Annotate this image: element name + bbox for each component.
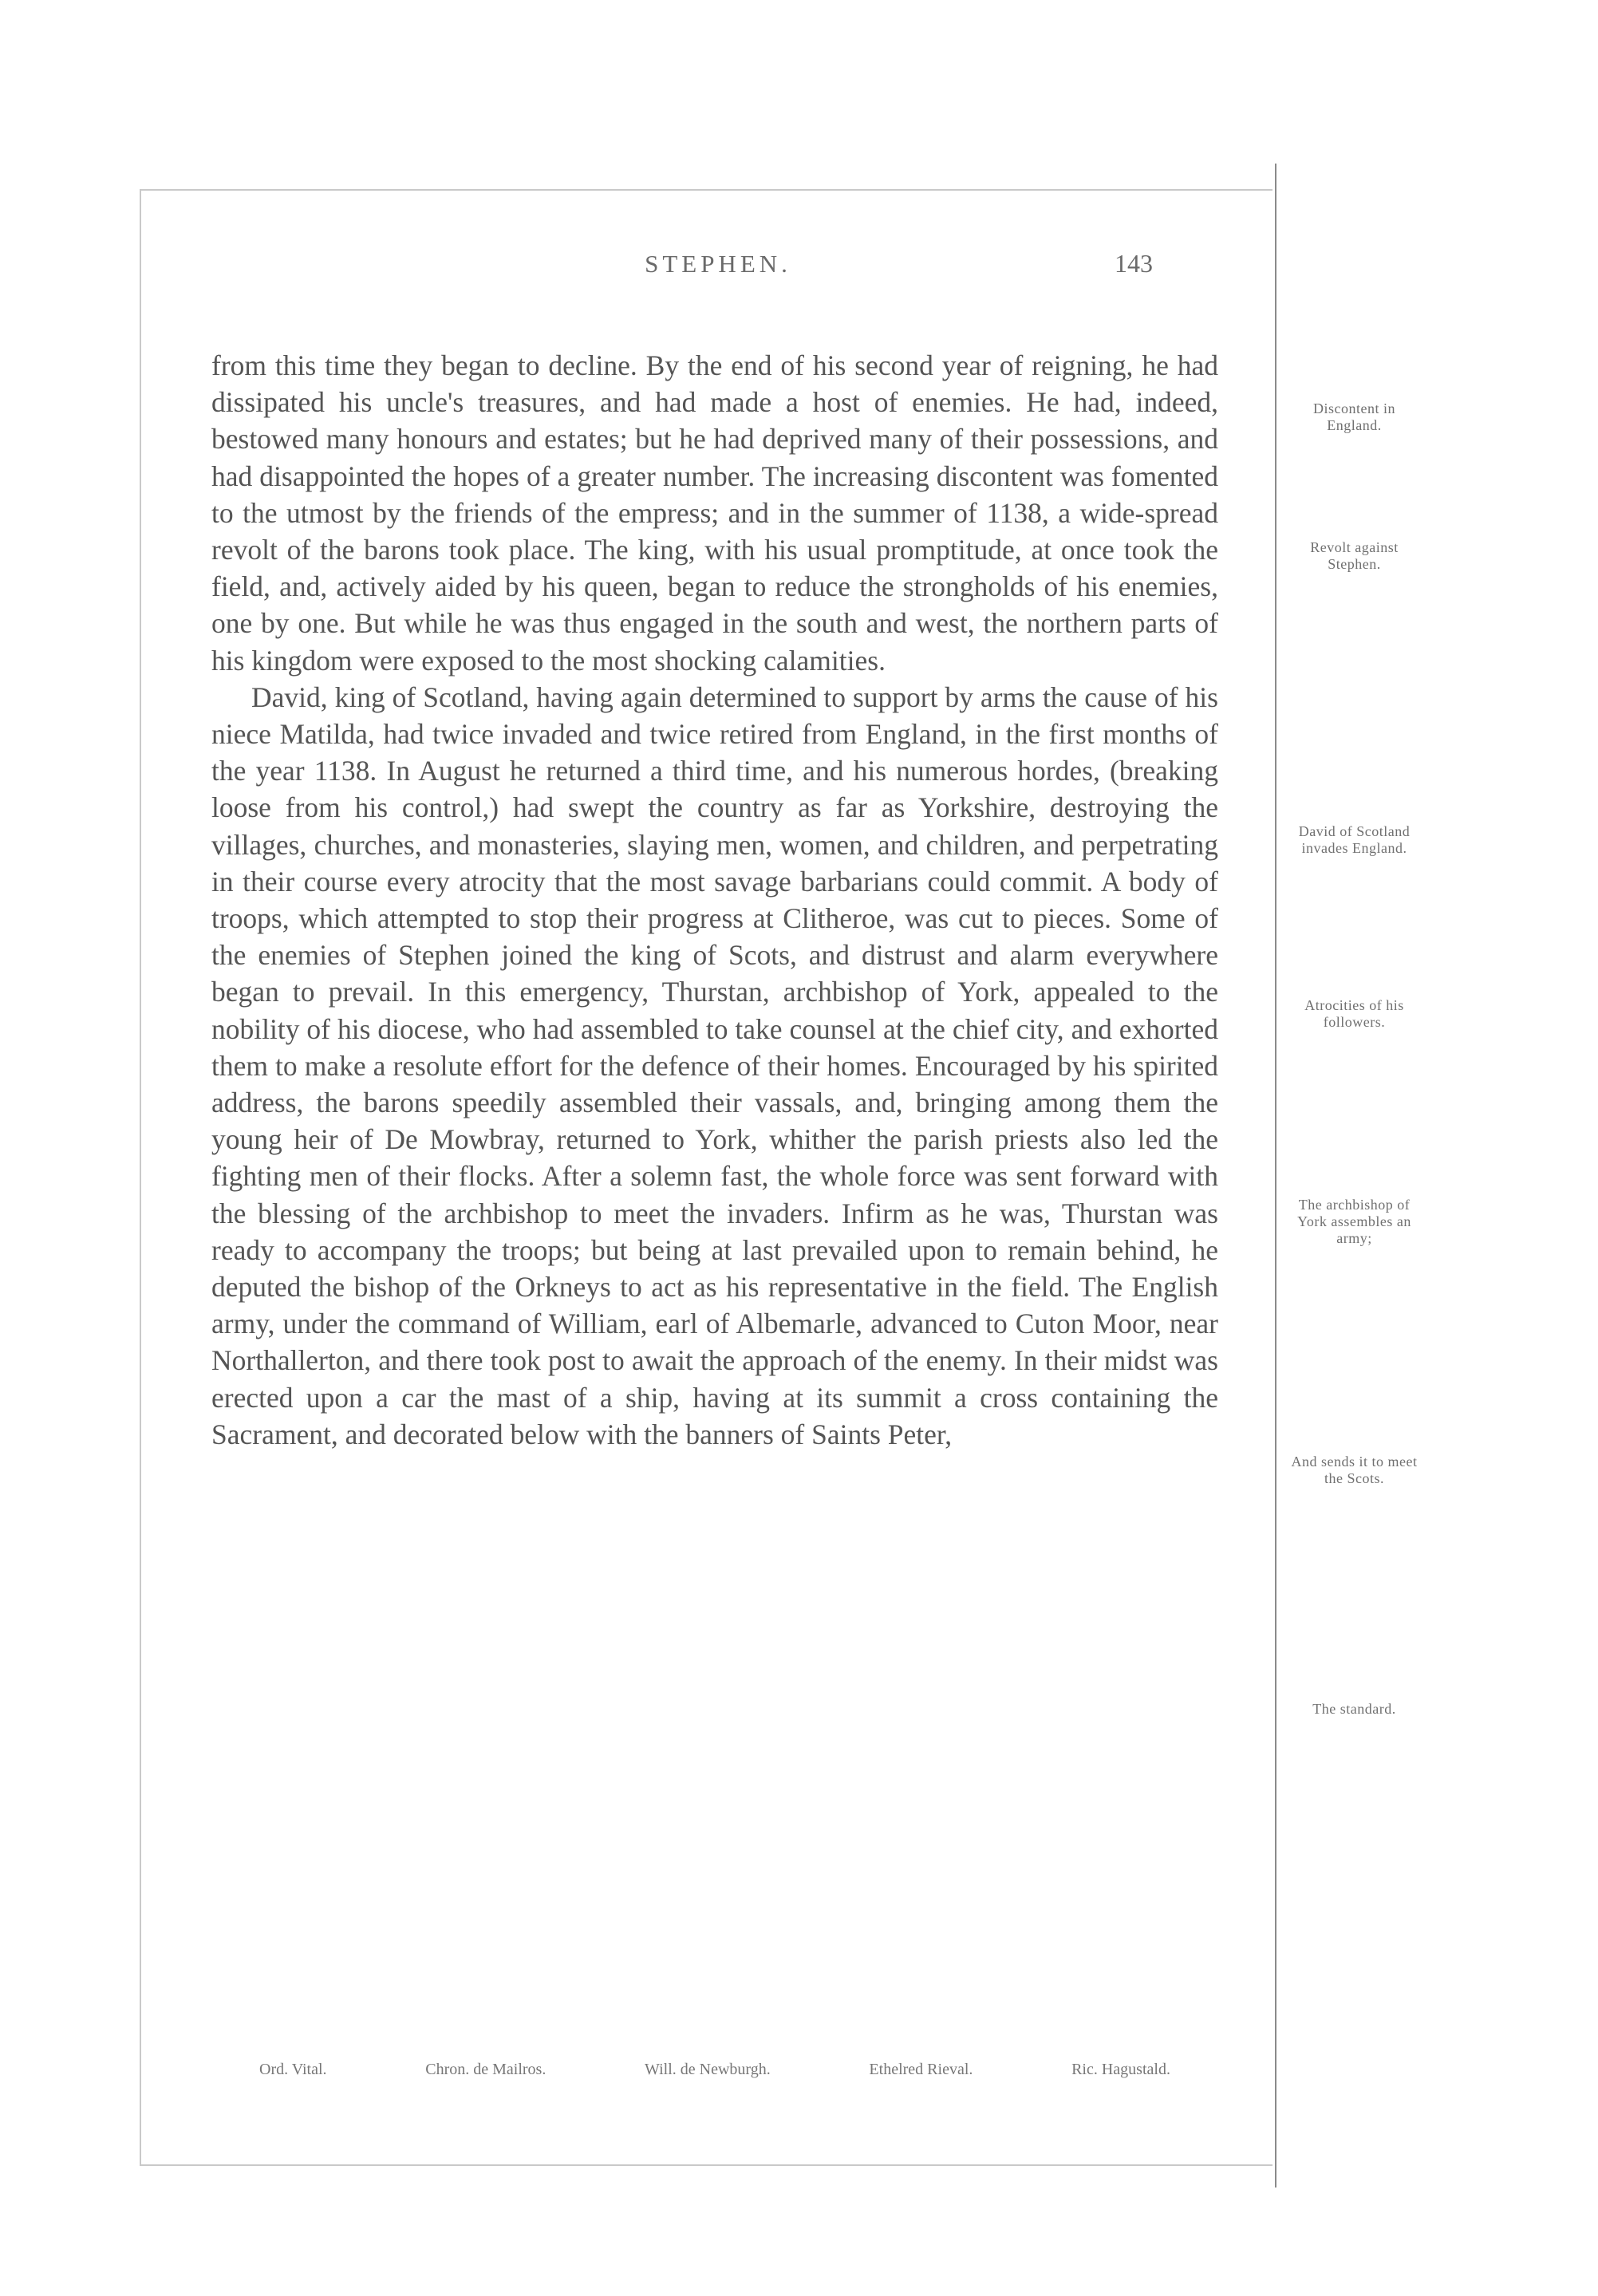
body-text — [211, 347, 1218, 1453]
citation-chron-mailros: Chron. de Mailros. — [425, 2061, 546, 2078]
citation-ord-vital: Ord. Vital. — [259, 2061, 327, 2078]
margin-note-atrocities: Atrocities of his followers. — [1304, 997, 1404, 1030]
paragraph-2: David, king of Scotland, having again determined to support by arms the cause of his niece Matilda, had twice invaded and twice retired from England, in the first months of the year 1138. In August he returned a third time, and his numerous hordes, (breaking loose from his control,) had swept the country as far as Yorkshire, destroying the villages, churches, and monasteries, slaying men, women, and children, and perpetrating in their course every atrocity that the most savage barbarians could commit. A body of troops, which attempted to stop their progress at Clitheroe, was cut to pieces. Some of the enemies of Stephen joined the king of Scots, and distrust and alarm everywhere began to prevail. In this emergency, Thurstan, archbishop of York, appealed to the nobility of his diocese, who had assembled to take counsel at the chief city, and exhorted them to make a resolute effort for the defence of their homes. Encouraged by his spirited address, the barons speedily assembled their vassals, and, bringing among them the young heir of De Mowbray, returned to York, whither the parish priests also led the fighting men of their flocks. After a solemn fast, the whole force was sent forward with the blessing of the archbishop to meet the invaders. Infirm as he was, Thurstan was ready to accompany the troops; but being at last prevailed upon to remain behind, he deputed the bishop of the Orkneys to act as his representative in the field. The English army, under the command of William, earl of Albemarle, advanced to Cuton Moor, near Northallerton, and there took post to await the approach of the enemy. In their midst was erected upon a car the mast of a ship, having at its summit a cross containing the Sacrament, and decorated below with the banners of Saints Peter, — [211, 681, 1218, 1450]
margin-note-archbishop: The archbishop of York assembles an army; — [1297, 1197, 1411, 1246]
page-number: 143 — [1115, 249, 1153, 278]
margin-note-sends-army: And sends it to meet the Scots. — [1291, 1454, 1418, 1486]
running-title: STEPHEN. — [645, 250, 791, 278]
margin-note-david-invades: David of Scotland invades England. — [1298, 823, 1411, 856]
citation-ethelred: Ethelred Rieval. — [869, 2061, 973, 2078]
page-border-top — [140, 189, 1272, 191]
citation-newburgh: Will. de Newburgh. — [645, 2061, 771, 2078]
paragraph-1: from this time they began to decline. By the end of his second year of reigning, he had dissipated his uncle's treasures, and had made a host of enemies. He had, indeed, bestowed many honours and estates; but he had deprived many of their possessions, and had disappointed the hopes of a greater number. The increasing discontent was fomented to the utmost by the friends of the empress; and in the summer of 1138, a wide-spread revolt of the barons took place. The king, with his usual promptitude, at once took the field, and, actively aided by his queen, began to reduce the strongholds of his enemies, one by one. But while he was thus engaged in the south and west, the northern parts of his kingdom were exposed to the most shocking calamities. — [211, 349, 1218, 677]
page-border-left — [140, 189, 141, 2166]
margin-note-standard: The standard. — [1312, 1701, 1396, 1717]
footer-citations — [211, 2061, 1218, 2079]
citation-hagustald: Ric. Hagustald. — [1071, 2061, 1170, 2078]
page-border-right — [1275, 164, 1276, 2188]
margin-note-revolt: Revolt against Stephen. — [1310, 539, 1399, 572]
page-border-bottom — [140, 2164, 1272, 2166]
margin-note-discontent: Discontent in England. — [1313, 400, 1395, 433]
